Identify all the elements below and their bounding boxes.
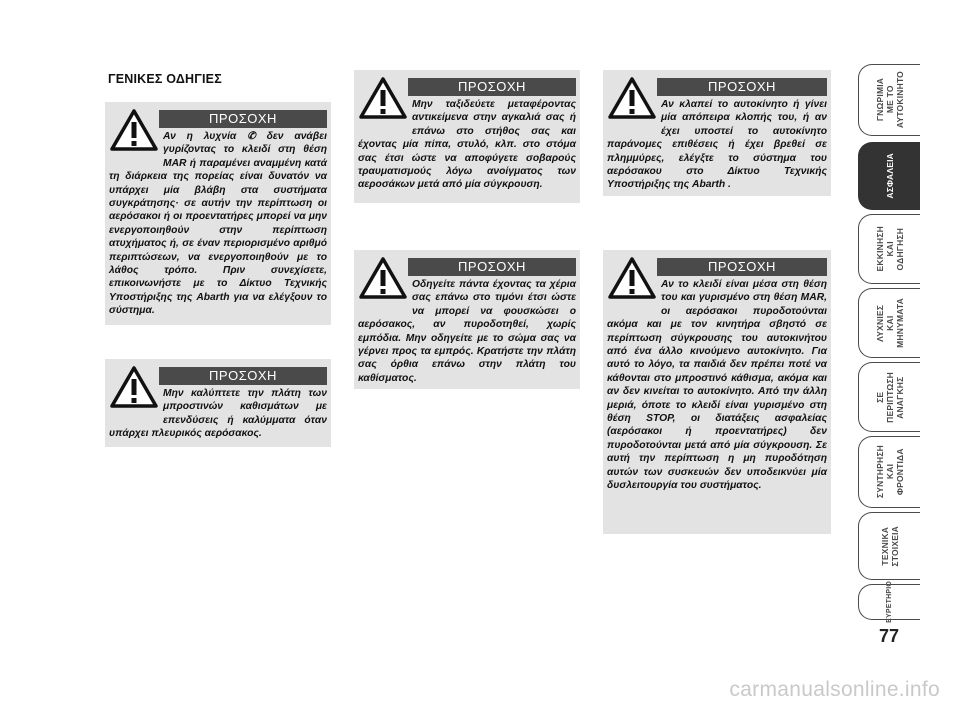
warning-text: Αν το κλειδί είναι μέσα στη θέση του και γυρισμένο στη θέση MAR, οι αερόσακοι πυροδοτούνται ακόμα και με τον κινητήρα σβηστό σε περίπτωση σύγκρουσης του αυτοκινήτου από ένα άλλο κινούμενο αυτοκίνητο. Για αυτό το λόγο, τα παιδιά δεν πρέπει ποτέ να κάθονται στο μπροστινό κάθισμα, ακόμα και αν δεν κινείται το αυτοκίνητο. Από την άλλη μεριά, όποτε το κλειδί είναι γυρισμένο στη θέση STOP, οι διατάξεις ασφαλείας (αερόσακοι ή προεντατήρες) δεν πυροδοτούνται μετά από μία σύγκρουση. Σε αυτή την περίπτωση η μη πυροδότηση αυτών των συσκευών δεν υποδεικνύει μία δυσλειτουργία του συστήματος. [607, 279, 827, 492]
warning-header: ΠΡΟΣΟΧΗ [159, 110, 327, 128]
tab-label: ΣΕ ΠΕΡΙΠΤΩΣΗ ΑΝΑΓΚΗΣ [874, 371, 905, 423]
warning-text: Μην ταξιδεύετε μεταφέροντας αντικείμενα στην αγκαλιά σας ή επάνω στο στήθος σας και έχοντας μία πίπα, στυλό, κλπ. στο στόμα σας έτσι ώστε να αποφύγετε σοβαρούς τραυματισμούς λόγω ανοίγματος των αεροσάκων μετά από μία σύγκρουση. [358, 99, 576, 191]
warning-text: Αν η λυχνία ✆ δεν ανάβει γυρίζοντας το κλειδί στη θέση MAR ή παραμένει αναμμένη κατά τη διάρκεια της πορείας είναι δυνατόν να υπάρχει μία βλάβη στα συστήματα συγκράτησης· σε αυτήν την περίπτωση οι αερόσακοι ή οι προεντατήρες μπορεί να μην ενεργοποιηθούν στην περίπτωση ατυχήματος ή, σε έναν περιορισμένο αριθμό περιπτώσεων, να ενεργοποιηθούν με το λάθος τρόπο. Πριν συνεχίσετε, επικοινωνήστε με το Δίκτυο Τεχνικής Υποστήριξης της Abarth για να ελέγξουν το σύστημα. [109, 131, 327, 317]
tab-label: ΣΥΝΤΗΡΗΣΗ ΚΑΙ ΦΡΟΝΤΙΔΑ [874, 445, 905, 499]
tab-label: ΛΥΧΝΙΕΣ ΚΑΙ ΜΗΝΥΜΑΤΑ [874, 298, 905, 348]
tab-emergency[interactable] [858, 362, 920, 432]
tab-label: ΤΕΧΝΙΚΑ ΣΤΟΙΧΕΙΑ [879, 525, 900, 567]
warning-box-power-lamp [105, 102, 331, 325]
warning-header: ΠΡΟΣΟΧΗ [408, 78, 576, 96]
warning-box-theft [603, 70, 831, 196]
section-title: ΓΕΝΙΚΕΣ ΟΔΗΓΙΕΣ [108, 72, 222, 86]
tab-index[interactable] [858, 581, 920, 623]
warning-header: ΠΡΟΣΟΧΗ [408, 258, 576, 276]
tab-label: ΕΥΡΕΤΗΡΙΟ [885, 581, 893, 623]
tab-technical-data[interactable] [858, 512, 920, 580]
warning-header: ΠΡΟΣΟΧΗ [657, 78, 827, 96]
warning-header: ΠΡΟΣΟΧΗ [159, 367, 327, 385]
warning-box-key-mar [603, 250, 831, 534]
tab-label: ΓΝΩΡΙΜΙΑ ΜΕ ΤΟ ΑΥΤΟΚΙΝΗΤΟ [874, 71, 905, 129]
tab-warning-lights[interactable] [858, 288, 920, 358]
tab-starting-driving[interactable] [858, 214, 920, 284]
tab-getting-to-know[interactable] [858, 64, 920, 136]
warning-box-seat-covers [105, 359, 331, 447]
warning-box-hands-on-wheel [354, 250, 580, 389]
warning-box-objects-lap [354, 70, 580, 203]
warning-text: Μην καλύπτετε την πλάτη των μπροστινών καθισμάτων με επενδύσεις ή καλύμματα όταν υπάρχει πλευρικός αερόσακος. [109, 388, 327, 440]
tab-label: ΕΚΚΙΝΗΣΗ ΚΑΙ ΟΔΗΓΗΣΗ [874, 226, 905, 272]
warning-header: ΠΡΟΣΟΧΗ [657, 258, 827, 276]
page-number: 77 [878, 626, 900, 646]
warning-text: Αν κλαπεί το αυτοκίνητο ή γίνει μία απόπειρα κλοπής του, ή αν έχει υποστεί το αυτοκίνητο παράνομες επιθέσεις ή έχει βρεθεί σε πλημμύρες, ελέγξτε το σύστημα του αερόσακου στο Δίκτυο Τεχνικής Υποστήριξης της Abarth . [607, 99, 827, 191]
watermark: carmanualsonline.info [729, 678, 940, 701]
tab-maintenance[interactable] [858, 436, 920, 508]
tab-safety[interactable] [858, 142, 920, 210]
tab-label: ΑΣΦΑΛΕΙΑ [884, 153, 895, 199]
warning-text: Οδηγείτε πάντα έχοντας τα χέρια σας επάνω στο τιμόνι έτσι ώστε να μπορεί να φουσκώσει ο αερόσακος, αν πυροδοτηθεί, χωρίς εμπόδια. Μην οδηγείτε με το σώμα σας να γέρνει προς τα εμπρός. Κρατήστε την πλάτη σας όρθια επάνω στην πλάτη του καθίσματος. [358, 279, 576, 384]
